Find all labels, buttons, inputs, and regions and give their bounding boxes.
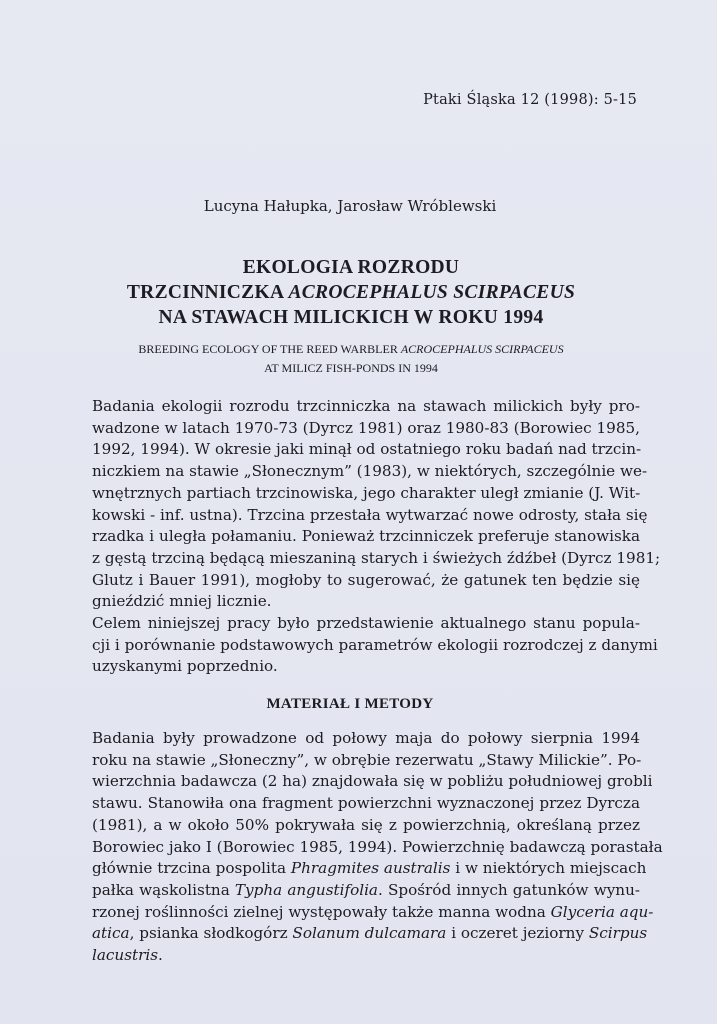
- methods-line: [92, 945, 640, 967]
- intro-line: gnieździć mniej licznie.: [92, 592, 272, 611]
- title-line-2: [0, 280, 702, 305]
- english-title: [0, 340, 702, 378]
- methods-line: [92, 902, 654, 924]
- methods-line: [92, 923, 648, 945]
- introduction-section: [92, 396, 661, 678]
- title-line-1: EKOLOGIA ROZRODU: [242, 257, 460, 278]
- aim-line: Celem niniejszej pracy było przedstawienie aktualnego stanu popula-: [92, 614, 640, 633]
- journal-reference: Ptaki Śląska 12 (1998): 5-15: [423, 92, 637, 108]
- methods-text: i oczeret jeziorny: [446, 924, 589, 943]
- intro-line: 1992, 1994). W okresie jaki minął od ostatniego roku badań nad trzcin-: [92, 440, 642, 459]
- paper-title: [0, 255, 702, 330]
- methods-line: (1981), a w około 50% pokrywała się z powierzchnią, określaną przez: [92, 815, 640, 834]
- methods-line: [92, 858, 647, 880]
- species-solanum: Solanum dulcamara: [292, 924, 447, 943]
- intro-line: kowski - inf. ustna). Trzcina przestała wytwarzać nowe odrosty, stała się: [92, 505, 648, 524]
- intro-line: z gęstą trzciną będącą mieszaniną starych i świeżych źdźbeł (Dyrcz 1981;: [92, 548, 661, 567]
- english-title-line-1: [0, 340, 702, 359]
- methods-text: pałka wąskolistna: [92, 880, 235, 899]
- methods-section: [92, 728, 663, 967]
- aim-line: cji i porównanie podstawowych parametrów ekologii rozrodczej z danymi: [92, 635, 658, 654]
- intro-line: Badania ekologii rozrodu trzcinniczka na stawach milickich były pro-: [92, 397, 640, 415]
- methods-line: roku na stawie „Słoneczny”, w obrębie rezerwatu „Stawy Milickie”. Po-: [92, 750, 642, 769]
- title-line-2-text: TRZCINNICZKA: [126, 282, 289, 303]
- methods-text: głównie trzcina pospolita: [92, 859, 291, 878]
- english-title-text: BREEDING ECOLOGY OF THE REED WARBLER: [138, 342, 401, 356]
- intro-line: wadzone w latach 1970-73 (Dyrcz 1981) oraz 1980-83 (Borowiec 1985,: [92, 418, 640, 437]
- species-scirpus: Scirpus: [588, 924, 648, 943]
- species-phragmites: Phragmites australis: [290, 859, 451, 878]
- english-title-line-2: AT MILICZ FISH-PONDS IN 1994: [264, 361, 438, 375]
- methods-line: [92, 880, 640, 902]
- title-species-name: ACROCEPHALUS SCIRPACEUS: [288, 282, 576, 303]
- intro-line: niczkiem na stawie „Słonecznym” (1983), w niektórych, szczególnie we-: [92, 462, 648, 481]
- methods-text: .: [158, 946, 163, 965]
- title-line-3: NA STAWACH MILICKICH W ROKU 1994: [158, 307, 544, 328]
- methods-text: . Spośród innych gatunków wynu-: [377, 880, 640, 899]
- methods-text: rzonej roślinności zielnej występowały także manna wodna: [92, 902, 551, 921]
- methods-line: Borowiec jako I (Borowiec 1985, 1994). Powierzchnię badawczą porastała: [92, 837, 663, 856]
- english-title-species: ACROCEPHALUS SCIRPACEUS: [400, 342, 564, 356]
- intro-line: wnętrznych partiach trzcinowiska, jego charakter uległ zmianie (J. Wit-: [92, 483, 641, 502]
- methods-text: , psianka słodkogórz: [129, 924, 293, 943]
- aim-line: uzyskanymi poprzednio.: [92, 657, 278, 676]
- species-glyceria: Glyceria aqu-: [550, 902, 654, 921]
- methods-heading: MATERIAŁ I METODY: [266, 696, 434, 712]
- methods-line: Badania były prowadzone od połowy maja do połowy sierpnia 1994: [92, 729, 640, 747]
- species-typha: Typha angustifolia: [234, 880, 378, 899]
- methods-text: i w niektórych miejscach: [450, 859, 647, 878]
- species-glyceria-cont: atica: [92, 924, 130, 943]
- methods-line: stawu. Stanowiła ona fragment powierzchni wyznaczonej przez Dyrcza: [92, 794, 640, 813]
- author-list: Lucyna Hałupka, Jarosław Wróblewski: [203, 197, 497, 215]
- methods-line: wierzchnia badawcza (2 ha) znajdowała się w pobliżu południowej grobli: [92, 772, 653, 791]
- intro-line: rzadka i uległa połamaniu. Ponieważ trzcinniczek preferuje stanowiska: [92, 527, 640, 546]
- species-scirpus-cont: lacustris: [92, 946, 159, 965]
- intro-line: Glutz i Bauer 1991), mogłoby to sugerować, że gatunek ten będzie się: [92, 570, 640, 589]
